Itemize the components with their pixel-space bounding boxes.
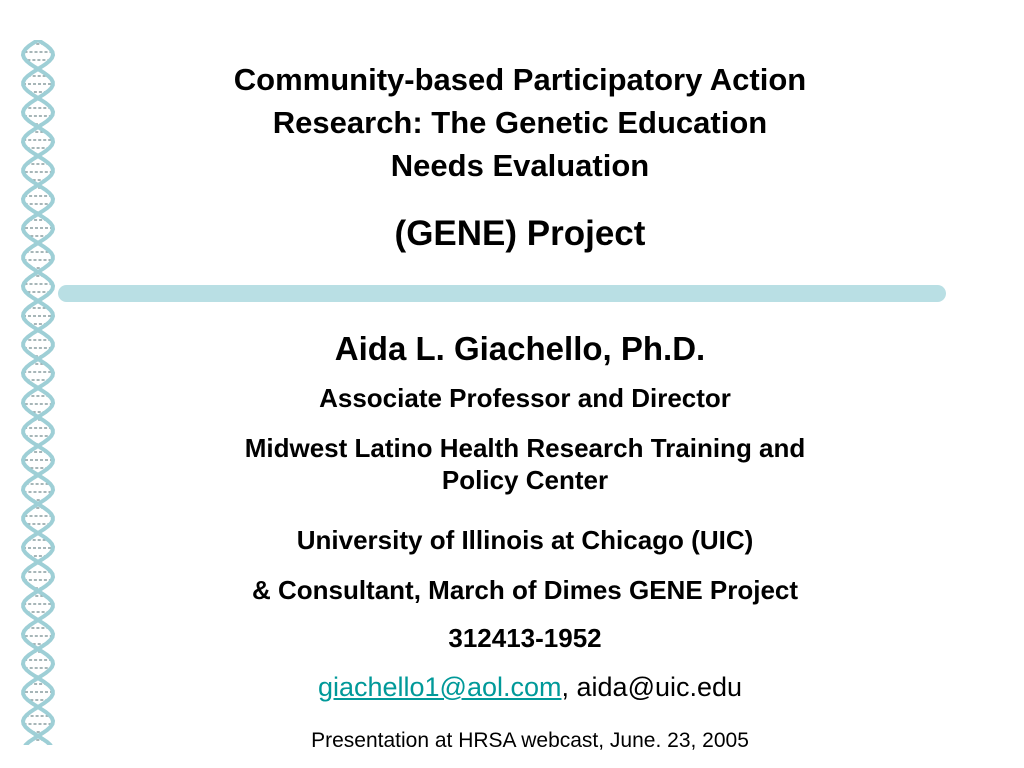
slide-title xyxy=(140,58,900,187)
email-secondary: aida@uic.edu xyxy=(576,672,743,702)
title-line-3: Needs Evaluation xyxy=(390,148,650,183)
slide-subtitle: (GENE) Project xyxy=(394,214,646,253)
title-line-2: Research: The Genetic Education xyxy=(272,105,768,140)
phone-number: 312413-1952 xyxy=(448,623,602,653)
email-line xyxy=(140,670,920,704)
author-position: Associate Professor and Director xyxy=(319,383,731,413)
presentation-footer: Presentation at HRSA webcast, June. 23, 2005 xyxy=(311,729,749,752)
title-line-1: Community-based Participatory Action xyxy=(233,62,807,97)
center-line-2: Policy Center xyxy=(441,465,609,495)
center-name xyxy=(140,432,910,496)
dna-helix-icon xyxy=(14,40,62,745)
email-link[interactable]: giachello1@aol.com xyxy=(317,672,562,702)
center-line-1: Midwest Latino Health Research Training and xyxy=(244,433,806,463)
consultant-role: & Consultant, March of Dimes GENE Project xyxy=(251,575,799,605)
author-name: Aida L. Giachello, Ph.D. xyxy=(334,330,706,367)
email-separator: , xyxy=(561,672,577,702)
title-divider xyxy=(58,285,946,302)
university: University of Illinois at Chicago (UIC) xyxy=(296,525,754,555)
